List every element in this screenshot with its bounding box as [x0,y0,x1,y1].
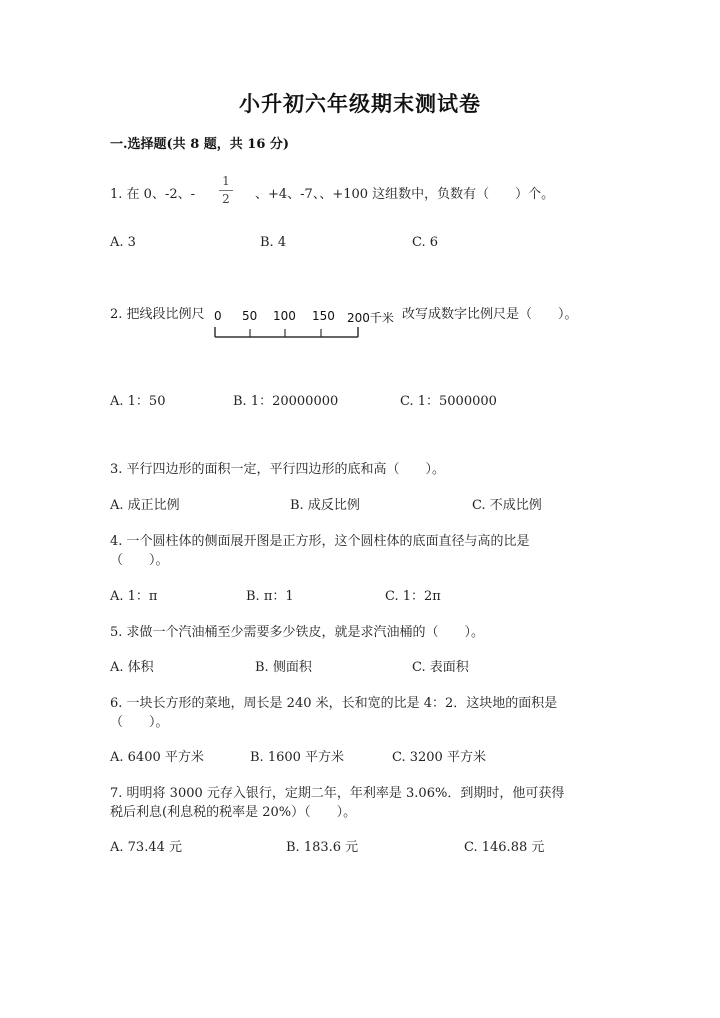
question-5-option-a: A. 体积 [110,660,154,675]
question-3-option-c: C. 不成比例 [472,498,542,513]
question-2-option-c: C. 1：5000000 [400,394,497,409]
question-7-stem-line1: 7. 明明将 3000 元存入银行，定期二年，年利率是 3.06%．到期时，他可获得 [110,786,565,801]
question-6-stem-line1: 6. 一块长方形的菜地，周长是 240 米，长和宽的比是 4：2．这块地的面积是 [110,696,558,711]
question-4-option-c: C. 1：2π [385,589,441,604]
question-6-option-c: C. 3200 平方米 [392,750,486,765]
fraction-denominator: 2 [222,192,230,206]
question-1-option-a: A. 3 [110,235,136,250]
question-2-option-b: B. 1：20000000 [233,394,339,409]
question-7-option-b: B. 183.6 元 [286,840,359,855]
question-1-stem-prefix: 1. 在 0、-2、- [110,187,195,202]
question-3-option-a: A. 成正比例 [110,498,180,513]
question-4-option-a: A. 1：π [110,589,158,604]
scale-label-0: 0 [214,309,222,323]
question-5-option-c: C. 表面积 [412,660,469,675]
scale-label-150: 150 [312,309,335,323]
question-1-option-b: B. 4 [260,235,287,250]
question-1-stem-suffix: 、+4、-7、、+100 这组数中，负数有（ ）个。 [255,187,555,202]
question-4-option-b: B. π：1 [246,589,294,604]
question-6-option-a: A. 6400 平方米 [110,750,204,765]
question-3-stem: 3. 平行四边形的面积一定，平行四边形的底和高（ ）。 [110,462,446,477]
question-6-stem-line2: （ ）。 [110,715,169,730]
fraction-one-half [218,174,234,206]
page-title: 小升初六年级期末测试卷 [239,91,481,116]
question-4-stem-line1: 4. 一个圆柱体的侧面展开图是正方形，这个圆柱体的底面直径与高的比是 [110,534,530,549]
fraction-bar [219,190,233,191]
question-2-option-a: A. 1：50 [110,394,166,409]
fraction-numerator: 1 [222,174,230,188]
line-segment-scale [212,309,402,343]
question-6-option-b: B. 1600 平方米 [250,750,345,765]
scale-label-200-km: 200千米 [347,311,394,325]
question-2-stem-prefix: 2. 把线段比例尺 [110,307,205,322]
question-5-stem: 5. 求做一个汽油桶至少需要多少铁皮，就是求汽油桶的（ ）。 [110,625,485,640]
scale-label-50: 50 [242,309,258,323]
question-7-option-a: A. 73.44 元 [110,840,183,855]
question-3-option-b: B. 成反比例 [290,498,360,513]
section-heading: 一.选择题(共 8 题，共 16 分) [110,137,290,152]
scale-label-100: 100 [273,309,296,323]
question-7-option-c: C. 146.88 元 [464,840,545,855]
question-5-option-b: B. 侧面积 [255,660,312,675]
question-2-stem-suffix: 改写成数字比例尺是（ ）。 [402,307,578,322]
question-4-stem-line2: （ ）。 [110,553,169,568]
question-1-option-c: C. 6 [412,235,439,250]
question-7-stem-line2: 税后利息(利息税的税率是 20%）（ ）。 [110,805,357,820]
scale-bar [212,326,362,340]
